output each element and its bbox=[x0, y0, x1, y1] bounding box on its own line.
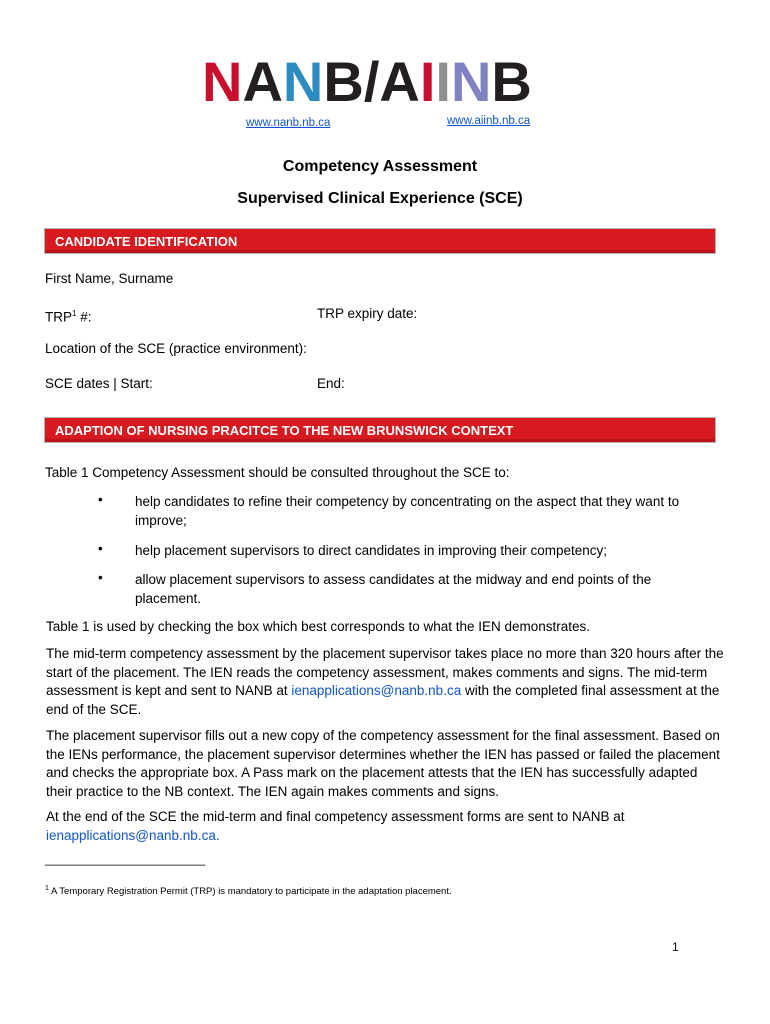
aiinb-website-link[interactable]: www.aiinb.nb.ca bbox=[447, 115, 531, 127]
paragraph-text: At the end of the SCE the mid-term and final competency assessment forms are sent to NANB at bbox=[46, 809, 625, 824]
nanb-website-link[interactable]: www.nanb.nb.ca bbox=[246, 117, 331, 129]
section-header-candidate bbox=[44, 228, 716, 254]
start-date-label: SCE dates | Start: bbox=[45, 376, 153, 391]
logo-letter: B bbox=[491, 50, 532, 113]
location-field-label: Location of the SCE (practice environment): bbox=[45, 341, 307, 356]
footnote bbox=[45, 885, 452, 897]
bullet-marker: • bbox=[98, 492, 103, 507]
footnote-text: A Temporary Registration Permit (TRP) is mandatory to participate in the adaptation placement. bbox=[48, 886, 452, 898]
paragraph bbox=[46, 808, 726, 845]
list-item: help placement supervisors to direct candidates in improving their competency; bbox=[135, 543, 607, 558]
bullet-marker: • bbox=[98, 570, 103, 585]
nanb-aiinb-logo bbox=[202, 52, 532, 112]
section-heading: ADAPTION OF NURSING PRACITCE TO THE NEW BRUNSWICK CONTEXT bbox=[55, 423, 514, 438]
paragraph: The placement supervisor fills out a new copy of the competency assessment for the final assessment. Based on the IENs performance, the placement supervisor determines whether the IEN has passed or failed the placement and checks the appropriate box. A Pass mark on the placement attests that the IEN has successfully adapted their practice to the NB context. The IEN again makes comments and signs. bbox=[46, 728, 720, 799]
trp-expiry-label: TRP expiry date: bbox=[317, 306, 418, 321]
logo-letter: B bbox=[323, 50, 364, 113]
logo-letter: I bbox=[419, 50, 436, 113]
section-heading: CANDIDATE IDENTIFICATION bbox=[55, 234, 238, 249]
page-number: 1 bbox=[672, 940, 679, 954]
list-item: help candidates to refine their competency by concentrating on the aspect that they want to improve; bbox=[135, 494, 680, 528]
logo-letter: A bbox=[379, 50, 420, 113]
logo-letter: N bbox=[450, 50, 492, 113]
trp-label: TRP bbox=[45, 309, 72, 325]
list-item: allow placement supervisors to assess candidates at the midway and end points of the placement. bbox=[135, 572, 652, 606]
logo-letter: / bbox=[363, 50, 380, 113]
footnote-rule: ________________________ bbox=[45, 852, 206, 866]
logo-letter: A bbox=[242, 50, 283, 113]
name-field-label: First Name, Surname bbox=[45, 271, 174, 286]
logo-letter: N bbox=[202, 50, 243, 113]
trp-hash: #: bbox=[76, 309, 92, 325]
paragraph-text: The mid-term competency assessment by the placement supervisor takes place no more than 320 hours after the start of the placement. The IEN reads the competency assessment, makes comments and signs. The mid-term assessment is kept and sent to NANB at bbox=[46, 646, 724, 698]
paragraph-text: with the completed final assessment at the end of the SCE. bbox=[46, 683, 720, 717]
intro-text: Table 1 Competency Assessment should be consulted throughout the SCE to: bbox=[45, 465, 510, 480]
section-header-adaption bbox=[44, 417, 716, 443]
footnote-ref: 1 bbox=[72, 309, 77, 318]
paragraph: Table 1 is used by checking the box which best corresponds to what the IEN demonstrates. bbox=[46, 619, 591, 634]
page-subtitle: Supervised Clinical Experience (SCE) bbox=[237, 190, 523, 207]
email-link[interactable]: ienapplications@nanb.nb.ca bbox=[291, 683, 462, 698]
logo-letter: N bbox=[282, 50, 324, 113]
page-title: Competency Assessment bbox=[282, 158, 478, 175]
trp-field-label bbox=[45, 304, 91, 327]
logo-letter: I bbox=[435, 50, 451, 113]
email-link[interactable]: ienapplications@nanb.nb.ca bbox=[46, 827, 216, 843]
paragraph bbox=[46, 645, 726, 719]
footnote-mark: 1 bbox=[45, 885, 49, 892]
bullet-marker: • bbox=[98, 541, 103, 556]
paragraph-text: . bbox=[215, 827, 220, 843]
end-date-label: End: bbox=[317, 376, 345, 391]
